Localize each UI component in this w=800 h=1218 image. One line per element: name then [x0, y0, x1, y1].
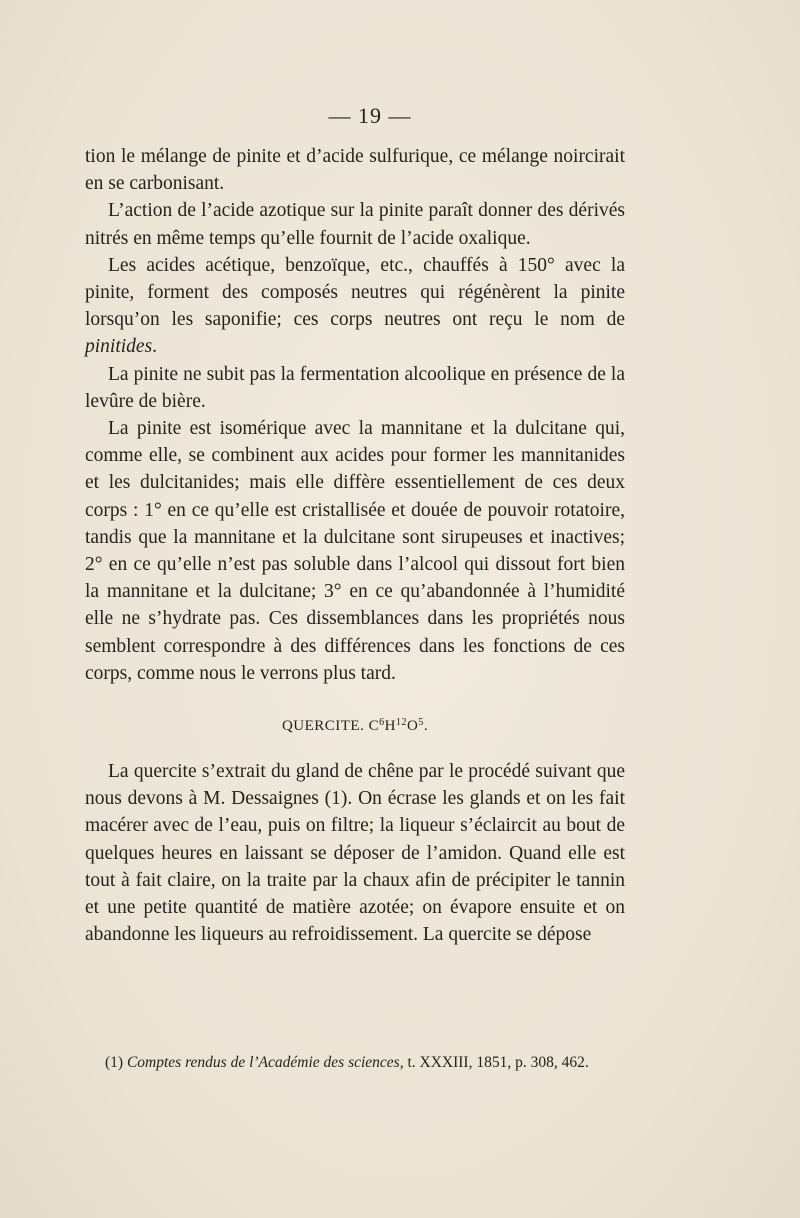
footnote-reference: , t. XXXIII, 1851, p. 308, 462.	[399, 1054, 589, 1071]
formula-h: H	[384, 718, 396, 735]
heading-name: QUERCITE.	[281, 718, 365, 735]
formula-end: .	[423, 718, 429, 735]
page-number: — 19 —	[328, 103, 412, 128]
footnote	[85, 1052, 625, 1074]
section-heading-quercite	[85, 713, 625, 736]
heading-formula	[369, 718, 428, 734]
paragraph-nitric-acid: L’action de l’acide azotique sur la pinite paraît donner des dérivés nitrés en même temps qu’elle fournit de l’acide oxalique.	[85, 200, 625, 249]
paragraph-acids-text: Les acides acétique, benzoïque, etc., chauffés à 150° avec la pinite, forment des composés neutres qui régénèrent la pinite lorsqu’on les saponifie; ces corps neutres ont reçu le nom de	[85, 254, 625, 331]
paragraph-continued: tion le mélange de pinite et d’acide sulfurique, ce mélange noircirait en se carbonisant.	[85, 146, 625, 195]
paragraph-isomeric: La pinite est isomérique avec la mannitane et la dulcitane qui, comme elle, se combinent aux acides pour former les mannitanides et les dulcitanides; mais elle diffère essentiellement de ces deux corps : 1° en ce qu’elle est cristallisée et douée de pouvoir rotatoire, tandis que la mannitane et la dulcitane sont sirupeuses et inactives; 2° en ce qu’elle n’est pas soluble dans l’alcool qui dissout fort bien la mannitane et la dulcitane; 3° en ce qu’abandonnée à l’humidité elle ne s’hydrate pas. Ces dissemblances dans les propriétés nous semblent correspondre à des différences dans les fonctions de ces corps, comme nous le verrons plus tard.	[85, 418, 625, 684]
footnote-source: Comptes rendus de l’Académie des sciences	[126, 1054, 400, 1071]
formula-o: O	[406, 718, 419, 735]
footnote-line	[85, 1052, 625, 1074]
formula-h-sub: 12	[395, 717, 407, 729]
term-pinitides: pinitides	[85, 336, 153, 358]
formula-o-sub: 5	[418, 717, 424, 729]
formula-c-sub: 6	[379, 717, 385, 729]
formula-c: C	[368, 718, 380, 735]
paragraph-acids	[85, 252, 625, 361]
footnote-marker: (1)	[105, 1054, 127, 1071]
paragraph-acids-end: .	[152, 336, 158, 358]
paragraph-quercite: La quercite s’extrait du gland de chêne par le procédé suivant que nous devons à M. Dessaignes (1). On écrase les glands et on les fait macérer avec de l’eau, puis on filtre; la liqueur s’éclaircit au bout de quelques heures en laissant se déposer de l’amidon. Quand elle est tout à fait claire, on la traite par la chaux afin de précipiter le tannin et une petite quantité de matière azotée; on évapore ensuite et on abandonne les liqueurs au refroidissement. La quercite se dépose	[85, 761, 625, 946]
paragraph-fermentation: La pinite ne subit pas la fermentation alcoolique en présence de la levûre de bière.	[85, 363, 625, 412]
body-text	[85, 143, 625, 948]
